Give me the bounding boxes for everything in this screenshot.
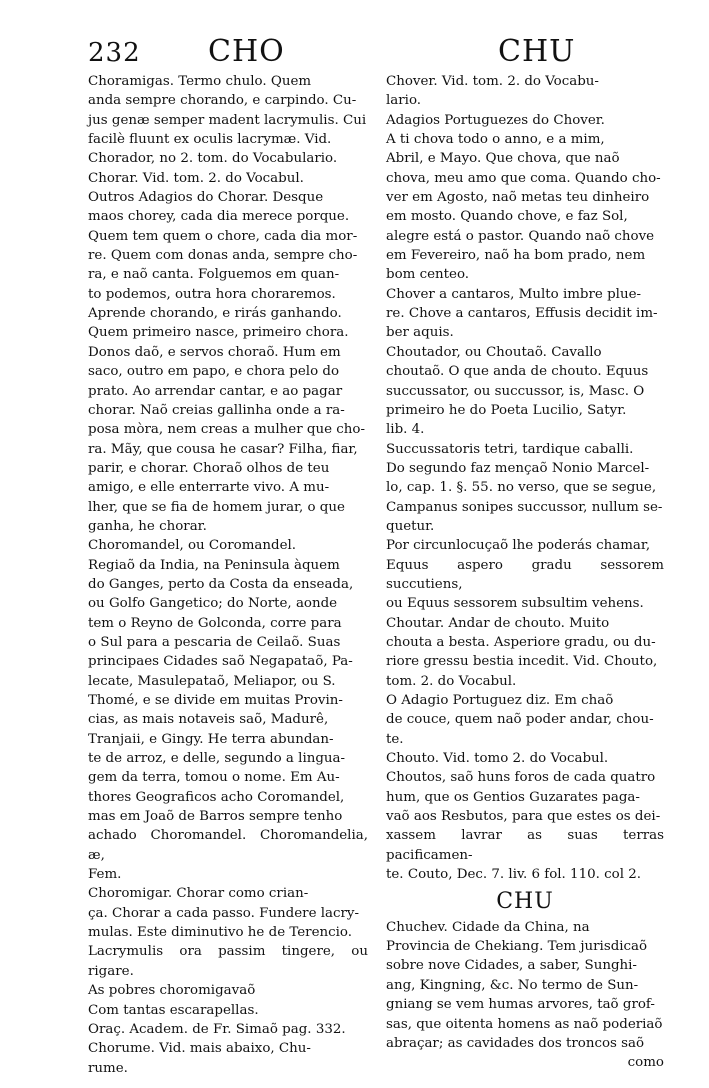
text-line: em mosto. Quando chove, e faz Sol, xyxy=(386,209,628,225)
text-line: ou Golfo Gangetico; do Norte, aonde xyxy=(88,596,338,612)
text-line: Lacrymulis ora passim tingere, ou rigare. xyxy=(88,944,368,979)
text-line: quetur. xyxy=(386,518,435,534)
text-line: te de arroz, e delle, segundo a lingua- xyxy=(88,751,346,767)
text-line: re. Quem com donas anda, sempre cho- xyxy=(88,248,358,264)
text-line: sobre nove Cidades, a saber, Sunghi- xyxy=(386,958,637,974)
right-column xyxy=(386,72,664,1073)
text-line: principaes Cidades saõ Negapataõ, Pa- xyxy=(88,654,353,670)
text-line: ang, Kingning, &c. No termo de Sun- xyxy=(386,977,639,993)
text-line: thores Geograficos acho Coromandel, xyxy=(88,789,345,805)
left-column xyxy=(88,72,368,1078)
text-line: anda sempre chorando, e carpindo. Cu- xyxy=(88,93,357,109)
text-line: Provincia de Chekiang. Tem jurisdicaõ xyxy=(386,939,648,955)
text-line: alegre está o pastor. Quando naõ chove xyxy=(386,228,655,244)
text-line: Thomé, e se divide em muitas Provin- xyxy=(88,693,343,708)
text-line: Choromandel, ou Coromandel. xyxy=(88,538,297,554)
text-line: Tranjaii, e Gingy. He terra abundan- xyxy=(88,731,334,747)
text-line: ra, e naõ canta. Folguemos em quan- xyxy=(88,267,340,283)
right-column-part-1 xyxy=(386,72,664,884)
text-line: Abril, e Mayo. Que chova, que naõ xyxy=(386,151,620,167)
text-line: Aprende chorando, e rirás ganhando. xyxy=(88,306,342,322)
text-line: tem o Reyno de Golconda, corre para xyxy=(88,615,342,631)
text-line: Succussatoris tetri, tardique caballi. xyxy=(386,441,634,457)
text-line: te. Couto, Dec. 7. liv. 6 fol. 110. col 2. xyxy=(386,867,642,883)
page-number: 232 xyxy=(88,38,141,68)
text-line: lher, que se fia de homem jurar, o que xyxy=(88,499,345,515)
right-column-part-2 xyxy=(386,918,664,1053)
text-line: lo, cap. 1. §. 55. no verso, que se segue, xyxy=(386,480,657,496)
text-line: Chover a cantaros, Multo imbre plue- xyxy=(386,286,642,302)
text-line: Por circunlocuçaõ lhe poderás chamar, xyxy=(386,538,651,554)
text-line: O Adagio Portuguez diz. Em chaõ xyxy=(386,693,614,708)
text-line: Choutos, saõ huns foros de cada quatro xyxy=(386,770,656,786)
text-line: Chover. Vid. tom. 2. do Vocabu- xyxy=(386,74,599,89)
text-line: to podemos, outra hora choraremos. xyxy=(88,286,336,302)
text-line: xassem lavrar as suas terras pacificamen- xyxy=(386,828,664,863)
text-line: Chouto. Vid. tomo 2. do Vocabul. xyxy=(386,751,609,767)
text-line: As pobres choromigavaõ xyxy=(88,983,256,999)
text-line: ganha, he chorar. xyxy=(88,518,207,534)
text-line: te. xyxy=(386,731,404,747)
text-line: Donos daõ, e servos choraõ. Hum em xyxy=(88,344,341,360)
left-running-head: CHO xyxy=(208,34,285,69)
text-line: Choramigas. Termo chulo. Quem xyxy=(88,74,312,89)
text-line: Quem tem quem o chore, cada dia mor- xyxy=(88,228,358,244)
text-line: lib. 4. xyxy=(386,422,425,438)
text-line: Regiaõ da India, na Peninsula àquem xyxy=(88,557,340,573)
text-line: posa mòra, nem creas a mulher que cho- xyxy=(88,422,365,438)
text-line: sas, que oitenta homens as naõ poderiaõ xyxy=(386,1016,663,1032)
text-line: lecate, Masulepataõ, Meliapor, ou S. xyxy=(88,673,336,689)
text-line: riore gressu bestia incedit. Vid. Chouto, xyxy=(386,654,658,670)
text-line: Choutar. Andar de chouto. Muito xyxy=(386,615,610,631)
text-line: lario. xyxy=(386,93,422,109)
text-line: em Fevereiro, naõ ha bom prado, nem xyxy=(386,248,646,264)
text-line: re. Chove a cantaros, Effusis decidit im- xyxy=(386,306,658,322)
text-line: hum, que os Gentios Guzarates paga- xyxy=(386,789,640,805)
right-running-head: CHU xyxy=(498,34,576,69)
text-line: prato. Ao arrendar cantar, e ao pagar xyxy=(88,383,343,399)
text-line: primeiro he do Poeta Lucilio, Satyr. xyxy=(386,402,627,418)
text-line: amigo, e elle enterrarte vivo. A mu- xyxy=(88,480,330,496)
text-line: gniang se vem humas arvores, taõ grof- xyxy=(386,997,655,1013)
text-line: chova, meu amo que coma. Quando cho- xyxy=(386,170,661,186)
text-line: cias, as mais notaveis saõ, Madurê, xyxy=(88,712,329,728)
catchword: como xyxy=(627,1055,664,1071)
page-header xyxy=(88,34,648,74)
text-line: Chorar. Vid. tom. 2. do Vocabul. xyxy=(88,170,304,186)
text-line: choutaõ. O que anda de chouto. Equus xyxy=(386,364,649,380)
text-line: maos chorey, cada dia merece porque. xyxy=(88,209,350,225)
text-line: Do segundo faz mençaõ Nonio Marcel- xyxy=(386,460,650,476)
text-line: saco, outro em papo, e chora pelo do xyxy=(88,364,340,380)
text-line: facilè fluunt ex oculis lacrymæ. Vid. xyxy=(88,132,332,148)
text-line: Outros Adagios do Chorar. Desque xyxy=(88,190,324,206)
text-line: Fem. xyxy=(88,867,122,883)
text-line: rume. xyxy=(88,1060,128,1076)
text-line: Adagios Portuguezes do Chover. xyxy=(386,112,605,128)
text-line: tom. 2. do Vocabul. xyxy=(386,673,517,689)
text-line: abraçar; as cavidades dos troncos saõ xyxy=(386,1035,645,1051)
section-heading: CHU xyxy=(496,889,554,915)
text-line: Chorume. Vid. mais abaixo, Chu- xyxy=(88,1041,311,1057)
text-line: chorar. Naõ creias gallinha onde a ra- xyxy=(88,402,345,418)
text-line: Oraç. Academ. de Fr. Simaõ pag. 332. xyxy=(88,1021,346,1037)
text-line: jus genæ semper madent lacrymulis. Cui xyxy=(88,112,367,128)
text-line: Chorador, no 2. tom. do Vocabulario. xyxy=(88,151,338,167)
text-line: ou Equus sessorem subsultim vehens. xyxy=(386,596,644,612)
text-line: achado Choromandel. Choromandelia, æ, xyxy=(88,828,368,863)
text-line: parir, e chorar. Choraõ olhos de teu xyxy=(88,460,330,476)
text-line: A ti chova todo o anno, e a mim, xyxy=(386,132,605,148)
text-line: Campanus sonipes succussor, nullum se- xyxy=(386,499,663,515)
text-line: mas em Joaõ de Barros sempre tenho xyxy=(88,809,343,825)
text-line: mulas. Este diminutivo he de Terencio. xyxy=(88,925,352,941)
text-line: o Sul para a pescaria de Ceilaõ. Suas xyxy=(88,634,341,650)
text-line: succussator, ou succussor, is, Masc. O xyxy=(386,383,645,399)
text-line: vaõ aos Resbutos, para que estes os dei- xyxy=(386,809,661,825)
text-line: ver em Agosto, naõ metas teu dinheiro xyxy=(386,190,650,206)
text-line: ra. Mãy, que cousa he casar? Filha, fiar, xyxy=(88,441,358,457)
text-line: de couce, quem naõ poder andar, chou- xyxy=(386,712,654,728)
text-line: Equus aspero gradu sessorem succutiens, xyxy=(386,557,664,592)
text-line: Quem primeiro nasce, primeiro chora. xyxy=(88,325,349,341)
text-line: bom centeo. xyxy=(386,267,470,283)
text-line: ça. Chorar a cada passo. Fundere lacry- xyxy=(88,905,360,921)
text-line: ber aquis. xyxy=(386,325,454,341)
text-line: chouta a besta. Asperiore gradu, ou du- xyxy=(386,634,656,650)
text-line: gem da terra, tomou o nome. Em Au- xyxy=(88,770,340,786)
text-line: Choromigar. Chorar como crian- xyxy=(88,886,309,902)
text-line: Chuchev. Cidade da China, na xyxy=(386,919,590,935)
text-line: do Ganges, perto da Costa da enseada, xyxy=(88,576,354,592)
text-line: Choutador, ou Choutaõ. Cavallo xyxy=(386,344,602,360)
text-line: Com tantas escarapellas. xyxy=(88,1002,259,1018)
